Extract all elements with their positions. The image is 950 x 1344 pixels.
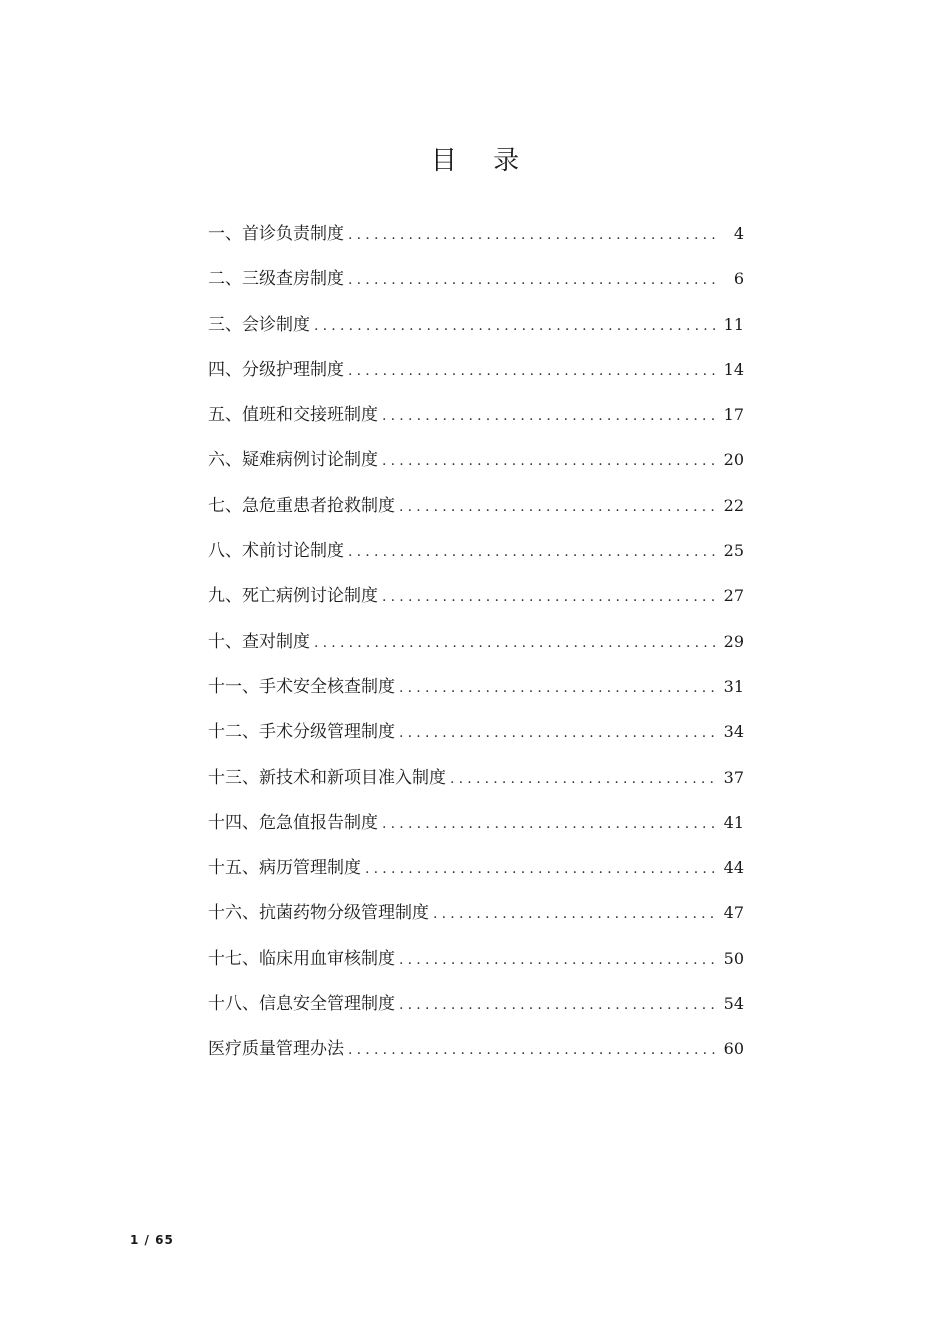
toc-entry[interactable]	[208, 350, 744, 395]
toc-entry-label: 十五、病历管理制度	[208, 858, 361, 879]
toc-entry[interactable]	[208, 395, 744, 440]
toc-entry[interactable]	[208, 667, 744, 712]
toc-leader-dots	[450, 759, 716, 799]
toc-entry[interactable]	[208, 576, 744, 621]
toc-entry-page-number: 27	[723, 586, 744, 606]
toc-entry-label: 九、死亡病例讨论制度	[208, 586, 378, 607]
toc-entry[interactable]	[208, 893, 744, 938]
toc-leader-dots	[433, 894, 716, 934]
toc-entry-page-number: 20	[723, 450, 744, 470]
toc-entry-label: 四、分级护理制度	[208, 359, 344, 380]
toc-entry-label: 五、值班和交接班制度	[208, 405, 378, 426]
toc-entry[interactable]	[208, 259, 744, 304]
page-title: 目 录	[430, 146, 534, 176]
toc-entry-label: 十六、抗菌药物分级管理制度	[208, 903, 429, 924]
toc-entry-page-number: 29	[723, 631, 744, 651]
toc-entry[interactable]	[208, 984, 744, 1029]
toc-leader-dots	[365, 849, 716, 889]
toc-entry-page-number: 31	[723, 676, 744, 696]
toc-entry[interactable]	[208, 758, 744, 803]
toc-entry-label: 十七、临床用血审核制度	[208, 948, 395, 969]
toc-leader-dots	[314, 623, 716, 663]
toc-entry-label: 医疗质量管理办法	[208, 1039, 344, 1060]
toc-entry[interactable]	[208, 531, 744, 576]
toc-entry-page-number: 37	[723, 767, 744, 787]
toc-entry[interactable]	[208, 848, 744, 893]
toc-entry-page-number: 54	[723, 994, 744, 1014]
toc-leader-dots	[399, 940, 716, 980]
toc-entry-page-number: 44	[723, 858, 744, 878]
toc-entry[interactable]	[208, 622, 744, 667]
toc-entry-page-number: 47	[723, 903, 744, 923]
toc-entry-page-number: 14	[723, 359, 744, 379]
toc-entry-page-number: 22	[723, 495, 744, 515]
toc-leader-dots	[399, 985, 716, 1025]
toc-entry-label: 六、疑难病例讨论制度	[208, 450, 378, 471]
toc-leader-dots	[382, 396, 716, 436]
toc-entry[interactable]	[208, 1029, 744, 1074]
toc-entry-label: 八、术前讨论制度	[208, 541, 344, 562]
toc-entry-label: 二、三级查房制度	[208, 269, 344, 290]
toc-entry-page-number: 60	[723, 1039, 744, 1059]
toc-entry-label: 十三、新技术和新项目准入制度	[208, 767, 446, 788]
toc-entry-label: 十二、手术分级管理制度	[208, 722, 395, 743]
toc-leader-dots	[348, 351, 716, 391]
toc-leader-dots	[348, 215, 716, 255]
toc-entry-page-number: 17	[723, 405, 744, 425]
toc-entry[interactable]	[208, 440, 744, 485]
toc-leader-dots	[399, 713, 716, 753]
toc-entry-page-number: 11	[723, 314, 744, 334]
toc-entry[interactable]	[208, 939, 744, 984]
toc-entry-page-number: 6	[733, 269, 744, 289]
toc-leader-dots	[314, 306, 716, 346]
toc-leader-dots	[399, 668, 716, 708]
page-indicator: 1 / 65	[130, 1233, 174, 1247]
toc-entry-page-number: 4	[733, 224, 744, 243]
toc-entry-label: 一、首诊负责制度	[208, 224, 344, 244]
toc-entry-label: 十、查对制度	[208, 631, 310, 652]
toc-entry-label: 十八、信息安全管理制度	[208, 994, 395, 1015]
toc-entry-label: 三、会诊制度	[208, 314, 310, 335]
toc-leader-dots	[348, 1030, 716, 1070]
toc-entry-page-number: 41	[723, 812, 744, 832]
toc-leader-dots	[399, 487, 716, 527]
toc-leader-dots	[348, 532, 716, 572]
toc-entry-label: 十四、危急值报告制度	[208, 812, 378, 833]
toc-entry[interactable]	[208, 305, 744, 350]
toc-leader-dots	[382, 577, 716, 617]
toc-leader-dots	[382, 441, 716, 481]
toc-entry[interactable]	[208, 486, 744, 531]
table-of-contents	[208, 214, 744, 1075]
toc-leader-dots	[382, 804, 716, 844]
toc-entry-label: 十一、手术安全核查制度	[208, 676, 395, 697]
toc-entry-page-number: 25	[723, 541, 744, 561]
toc-entry[interactable]	[208, 803, 744, 848]
toc-entry[interactable]	[208, 214, 744, 259]
toc-leader-dots	[348, 260, 716, 300]
toc-entry[interactable]	[208, 712, 744, 757]
toc-entry-page-number: 50	[723, 948, 744, 968]
toc-entry-page-number: 34	[723, 722, 744, 742]
toc-entry-label: 七、急危重患者抢救制度	[208, 495, 395, 516]
